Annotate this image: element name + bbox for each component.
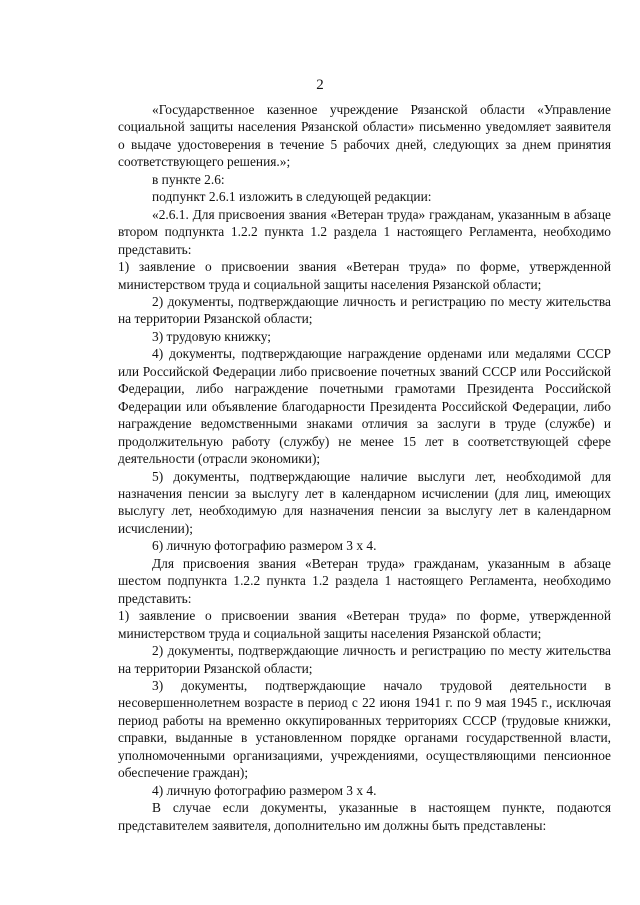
paragraph-4: «2.6.1. Для присвоения звания «Ветеран труда» гражданам, указанным в абзаце втором подпункта 1.2.2 пункта 1.2 раздела 1 настоящего Регламента, необходимо представить:	[118, 206, 611, 257]
paragraph-2: в пункте 2.6:	[152, 171, 225, 187]
paragraph-13: 2) документы, подтверждающие личность и регистрацию по месту жительства на территории Рязанской области;	[118, 643, 611, 676]
paragraph-11: Для присвоения звания «Ветеран труда» гражданам, указанным в абзаце шестом подпункта 1.2.2 пункта 1.2 раздела 1 настоящего Регламента, необходимо представить:	[118, 555, 611, 606]
page-number: 2	[316, 77, 324, 93]
paragraph-5: 1) заявление о присвоении звания «Ветеран труда» по форме, утвержденной министерством труда и социальной защиты населения Рязанской области;	[118, 259, 611, 292]
paragraph-16: В случае если документы, указанные в настоящем пункте, подаются представителем заявителя, дополнительно им должны быть представлены:	[118, 800, 611, 833]
document-body	[118, 101, 611, 834]
paragraph-9: 5) документы, подтверждающие наличие выслуги лет, необходимой для назначения пенсии за выслугу лет в календарном исчислении (для лиц, имеющих выслугу лет, необходимую для назначения пенсии за выслугу лет в календарном исчислении);	[118, 468, 611, 536]
paragraph-6: 2) документы, подтверждающие личность и регистрацию по месту жительства на территории Рязанской области;	[118, 293, 611, 327]
paragraph-10: 6) личную фотографию размером 3 х 4.	[152, 538, 377, 554]
paragraph-3: подпункт 2.6.1 изложить в следующей редакции:	[152, 189, 432, 205]
paragraph-7: 3) трудовую книжку;	[152, 328, 271, 344]
paragraph-12: 1) заявление о присвоении звания «Ветеран труда» по форме, утвержденной министерством труда и социальной защиты населения Рязанской области;	[118, 608, 611, 641]
paragraph-14: 3) документы, подтверждающие начало трудовой деятельности в несовершеннолетнем возрасте в период с 22 июня 1941 г. по 9 мая 1945 г., исключая период работы на временно оккупированных территориях СССР (трудовые книжки, справки, выданные в установленном порядке органами государственной власти, уполномоченными организациями, учреждениями, осуществляющими пенсионное обеспечение граждан);	[118, 677, 611, 781]
paragraph-15: 4) личную фотографию размером 3 х 4.	[152, 782, 377, 798]
paragraph-8: 4) документы, подтверждающие награждение орденами или медалями СССР или Российской Федерации либо присвоение почетных званий СССР или Российской Федерации, либо награждение почетными грамотами Президента Российской Федерации или объявление благодарности Президента Российской Федерации, либо награждение ведомственными знаками отличия за заслуги в труде (службе) и продолжительную работу (службу) не менее 15 лет в соответствующей сфере деятельности (отрасли экономики);	[118, 346, 611, 467]
paragraph-1: «Государственное казенное учреждение Рязанской области «Управление социальной защиты населения Рязанской области» письменно уведомляет заявителя о выдаче удостоверения в течение 5 рабочих дней, следующих за днем принятия соответствующего решения.»;	[118, 102, 611, 170]
